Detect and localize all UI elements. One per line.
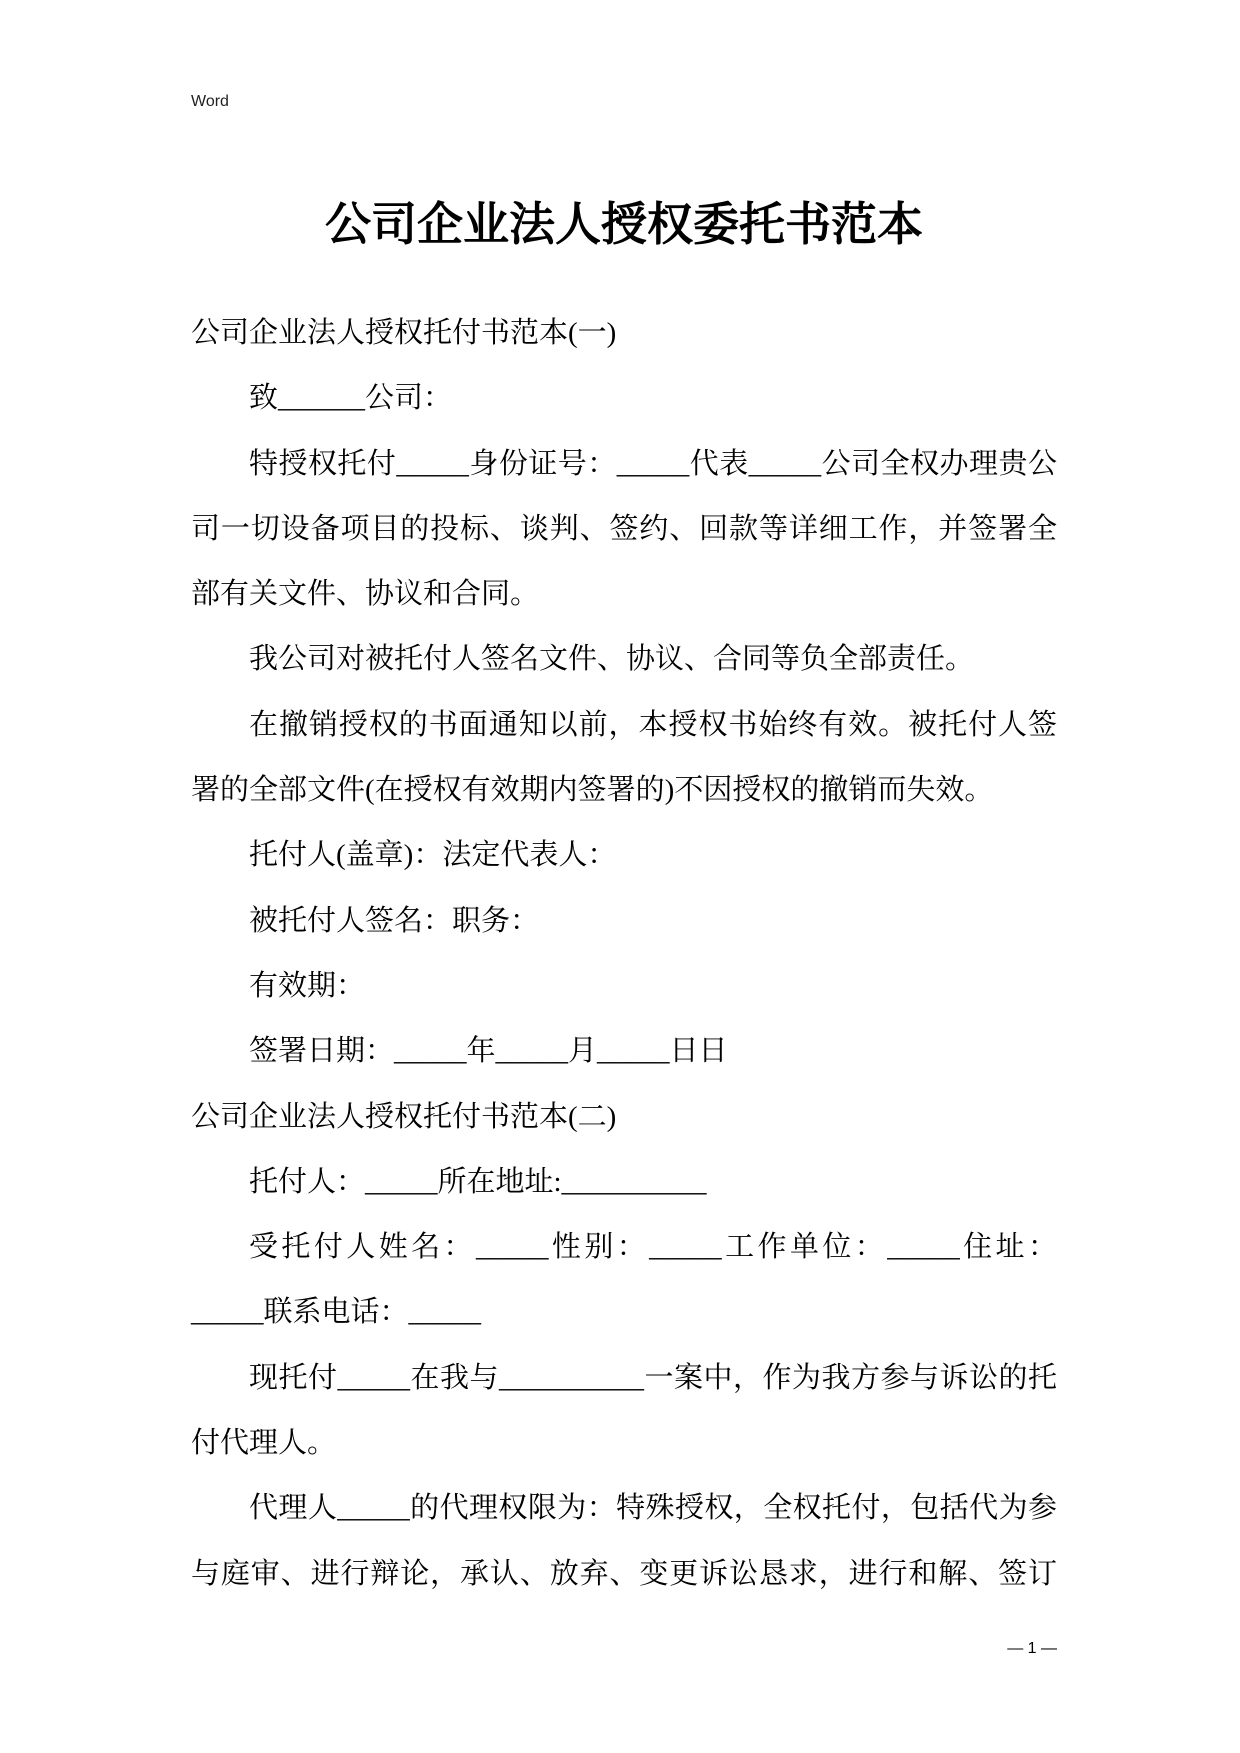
paragraph — [191, 823, 1057, 888]
paragraph-line: 托付人(盖章)：法定代表人： — [249, 839, 617, 872]
section-heading: 公司企业法人授权托付书范本(一) — [191, 317, 617, 349]
paragraph-line: 托付人：_____所在地址:__________ — [249, 1165, 707, 1198]
paragraph — [191, 366, 1057, 431]
page-number: — 1 — — [1007, 1640, 1057, 1657]
paragraph-line: 致______公司： — [249, 382, 453, 415]
paragraph — [191, 432, 1057, 628]
paragraph — [191, 954, 1057, 1019]
paragraph — [191, 1346, 1057, 1477]
header-label: Word — [191, 93, 229, 110]
paragraph — [191, 889, 1057, 954]
paragraph-line: 特授权托付_____身份证号：_____代表_____公司全权办理贵公 — [249, 447, 1057, 480]
section — [191, 301, 1057, 1085]
paragraph — [191, 627, 1057, 692]
paragraph — [191, 1476, 1057, 1607]
paragraph-line: 代理人_____的代理权限为：特殊授权，全权托付，包括代为参 — [249, 1492, 1057, 1525]
document-title: 公司企业法人授权委托书范本 — [325, 199, 923, 250]
paragraph-line: 司一切设备项目的投标、谈判、签约、回款等详细工作，并签署全 — [191, 512, 1057, 545]
paragraph-line: 与庭审、进行辩论，承认、放弃、变更诉讼恳求，进行和解、签订 — [191, 1557, 1057, 1590]
paragraph — [191, 1019, 1057, 1084]
paragraph-line: 受托付人姓名：_____性别：_____工作单位：_____住址： — [249, 1231, 1057, 1264]
paragraph — [191, 693, 1057, 824]
paragraph-line: 付代理人。 — [191, 1427, 337, 1460]
paragraph-line: 有效期： — [249, 969, 366, 1002]
paragraph-line: 在撤销授权的书面通知以前，本授权书始终有效。被托付人签 — [249, 708, 1057, 741]
paragraph-line: 我公司对被托付人签名文件、协议、合同等负全部责任。 — [249, 643, 975, 676]
paragraph-line: 签署日期：_____年_____月_____日日 — [249, 1035, 728, 1068]
paragraph-line: 署的全部文件(在授权有效期内签署的)不因授权的撤销而失效。 — [191, 774, 994, 807]
paragraph — [191, 1215, 1057, 1346]
paragraph — [191, 1150, 1057, 1215]
section — [191, 1085, 1057, 1607]
section-heading: 公司企业法人授权托付书范本(二) — [191, 1100, 617, 1133]
paragraph-line: 现托付_____在我与__________一案中，作为我方参与诉讼的托 — [249, 1361, 1057, 1394]
paragraph-line: 部有关文件、协议和合同。 — [191, 578, 540, 611]
paragraph-line: _____联系电话：_____ — [191, 1296, 482, 1329]
document-body — [191, 301, 1057, 1607]
paragraph-line: 被托付人签名：职务： — [249, 904, 540, 937]
